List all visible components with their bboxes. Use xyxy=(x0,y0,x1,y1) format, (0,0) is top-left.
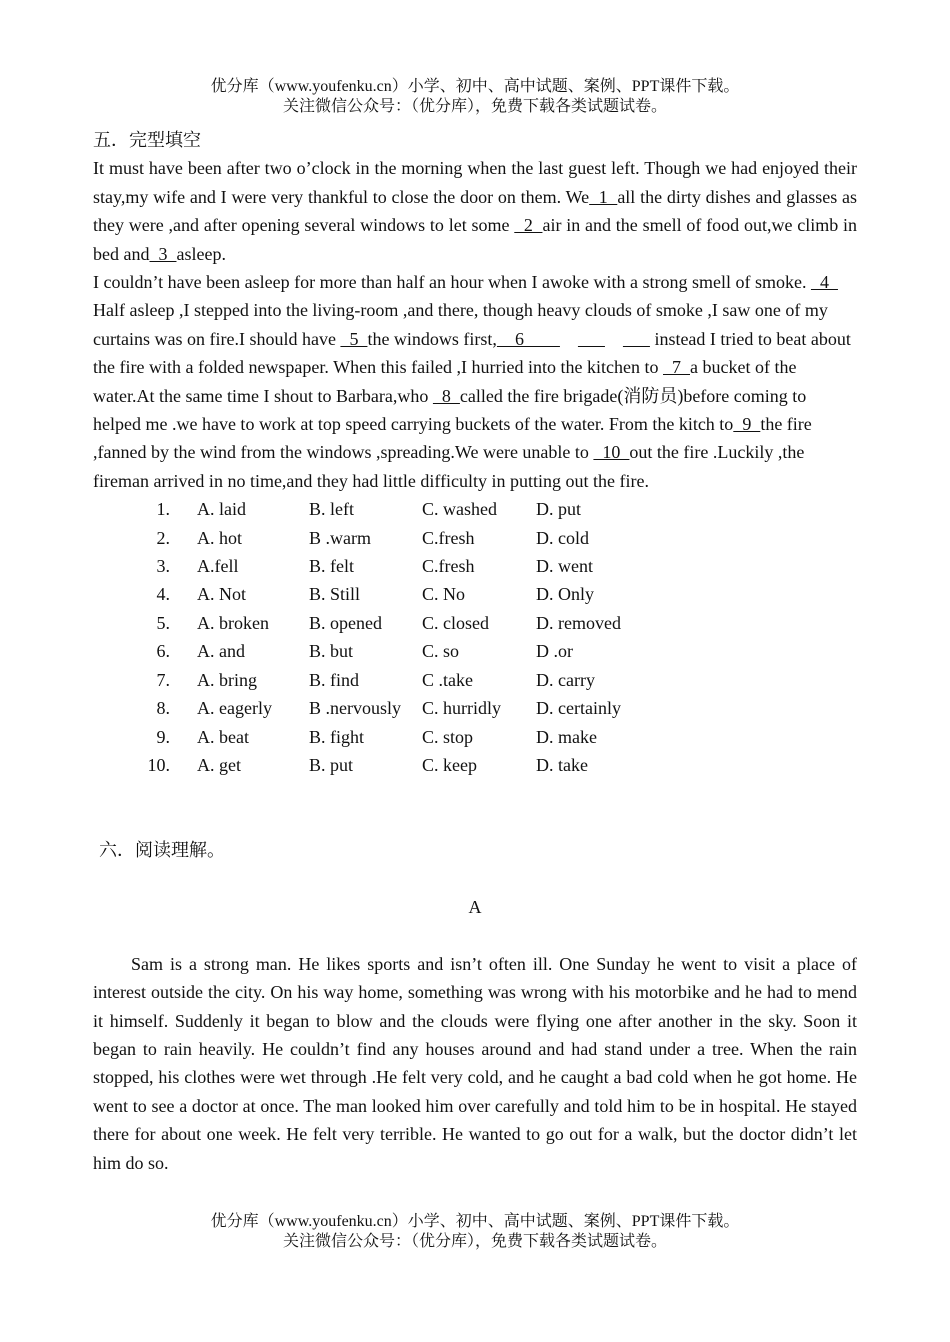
option-choice-d: D .or xyxy=(536,641,573,662)
blank-6: 6 xyxy=(496,328,560,349)
option-number: 9. xyxy=(156,726,170,747)
page-header xyxy=(0,77,950,117)
option-choice-a: A. and xyxy=(197,641,245,662)
option-choice-a: A.fell xyxy=(197,556,239,577)
header-line-2: 关注微信公众号：（优分库），免费下载各类试题试卷。 xyxy=(282,98,667,115)
option-choice-b: B. fight xyxy=(309,726,365,747)
option-row xyxy=(120,694,621,722)
option-choice-d: D. Only xyxy=(536,584,594,605)
blank-10: 10 xyxy=(593,442,630,463)
blank-8: 8 xyxy=(432,385,460,406)
page-footer xyxy=(0,1212,950,1252)
cloze-paragraph-1: It must have been after two o’clock in the morning when the last guest left. Though we had enjoyed their stay,my wife and I were very thankful to close the door on them. We 1 all the dirty dishes and glasses as they were ,and after opening several windows to let some 2 air in and the smell of food out,we climb in bed and 3 asleep. xyxy=(93,158,858,264)
option-number: 6. xyxy=(156,641,170,662)
option-number: 4. xyxy=(156,584,170,605)
option-choice-c: C. No xyxy=(422,584,466,605)
option-choice-d: D. certainly xyxy=(536,698,621,719)
option-choice-b: B .warm xyxy=(309,527,371,548)
option-row xyxy=(120,751,621,779)
option-choice-d: D. carry xyxy=(536,669,595,690)
option-choice-a: A. get xyxy=(197,754,241,775)
option-row xyxy=(120,580,621,608)
blank-7: 7 xyxy=(663,357,690,378)
option-choice-c: C. so xyxy=(422,641,460,662)
option-choice-c: C. closed xyxy=(422,612,489,633)
option-choice-c: C. hurridly xyxy=(422,698,501,719)
option-choice-d: D. went xyxy=(536,556,593,577)
option-choice-a: A. broken xyxy=(197,612,269,633)
option-row xyxy=(120,524,621,552)
option-choice-c: C.fresh xyxy=(422,556,475,577)
option-number: 3. xyxy=(156,556,170,577)
option-number: 5. xyxy=(156,612,170,633)
option-number: 7. xyxy=(156,669,170,690)
option-row xyxy=(120,637,621,665)
footer-line-2: 关注微信公众号：（优分库），免费下载各类试题试卷。 xyxy=(282,1233,667,1250)
option-choice-c: C. keep xyxy=(422,754,477,775)
option-choice-b: B. left xyxy=(309,499,354,520)
option-choice-d: D. make xyxy=(536,726,597,747)
option-choice-a: A. Not xyxy=(197,584,246,605)
option-choice-b: B. but xyxy=(309,641,354,662)
main-content xyxy=(93,126,857,1177)
option-choice-b: B .nervously xyxy=(309,698,401,719)
option-number: 2. xyxy=(156,527,170,548)
blank-6-extra-2 xyxy=(623,329,650,349)
option-choice-c: C .take xyxy=(422,669,473,690)
option-row xyxy=(120,609,621,637)
cloze-paragraph-2: I couldn’t have been asleep for more than half an hour when I awoke with a strong smell of smoke. 4 Half asleep ,I stepped into the living-room ,and there, though heavy clouds of smoke ,I saw one of my curtains was on fire.I should have 5 the windows first, 6 instead I tried to beat about the fire with a folded newspaper. When this failed ,I hurried into the kitchen to 7 a bucket of the water.At the same time I shout to Barbara,who 8 called the fire brigade(消防员)before coming to helped me .we have to work at top speed carrying buckets of the water. From the kitch to 9 the fire ,fanned by the wind from the windows ,spreading.We were unable to 10 out the fire .Luckily ,the fireman arrived in no time,and they had little difficulty in putting out the fire. xyxy=(93,272,851,491)
section-five-title: 五．完型填空 xyxy=(93,130,201,150)
option-choice-a: A. eagerly xyxy=(197,698,272,719)
option-number: 8. xyxy=(156,698,170,719)
option-choice-b: B. Still xyxy=(309,584,361,605)
option-number: 10. xyxy=(147,754,170,775)
option-choice-d: D. removed xyxy=(536,612,621,633)
option-row xyxy=(120,666,621,694)
option-choice-c: C. washed xyxy=(422,499,497,520)
option-choice-a: A. hot xyxy=(197,527,242,548)
option-choice-a: A. bring xyxy=(197,669,257,690)
blank-4: 4 xyxy=(810,272,838,293)
blank-5: 5 xyxy=(340,328,368,349)
header-line-1: 优分库（www.youfenku.cn）小学、初中、高中试题、案例、PPT课件下载。 xyxy=(210,78,740,95)
option-choice-d: D. take xyxy=(536,754,588,775)
passage-letter: A xyxy=(468,896,482,917)
option-number: 1. xyxy=(156,499,170,520)
option-choice-a: A. beat xyxy=(197,726,249,747)
option-choice-c: C. stop xyxy=(422,726,474,747)
option-choice-b: B. find xyxy=(309,669,360,690)
option-choice-b: B. felt xyxy=(309,556,354,577)
option-choice-a: A. laid xyxy=(197,499,246,520)
options-table xyxy=(120,495,621,779)
reading-passage: Sam is a strong man. He likes sports and isn’t often ill. One Sunday he went to visit a place of interest outside the city. On his way home, something was wrong with his motorbike and he had to mend it himself. Suddenly it began to blow and the clouds were flying one after another in the sky. Soon it began to rain heavily. He couldn’t find any houses around and had stand under a tree. When the rain stopped, his clothes were wet through .He felt very cold, and he caught a bad cold when he got home. He went to see a doctor at once. The man looked him over carefully and told him to be in hospital. He stayed there for about one week. He felt very terrible. He wanted to go out for a walk, but the doctor didn’t let him do so. xyxy=(93,953,857,1173)
option-choice-b: B. opened xyxy=(309,612,382,633)
option-choice-b: B. put xyxy=(309,754,354,775)
blank-9: 9 xyxy=(733,414,761,435)
blank-1: 1 xyxy=(589,186,618,207)
blank-2: 2 xyxy=(514,215,543,236)
section-six-title: 六．阅读理解。 xyxy=(99,840,225,861)
option-row xyxy=(120,495,621,523)
blank-3: 3 xyxy=(149,243,177,264)
option-choice-d: D. put xyxy=(536,499,581,520)
option-row xyxy=(120,552,621,580)
option-row xyxy=(120,723,621,751)
blank-6-extra-1 xyxy=(578,329,605,349)
footer-line-1: 优分库（www.youfenku.cn）小学、初中、高中试题、案例、PPT课件下载。 xyxy=(210,1213,740,1230)
option-choice-d: D. cold xyxy=(536,527,589,548)
option-choice-c: C.fresh xyxy=(422,527,475,548)
